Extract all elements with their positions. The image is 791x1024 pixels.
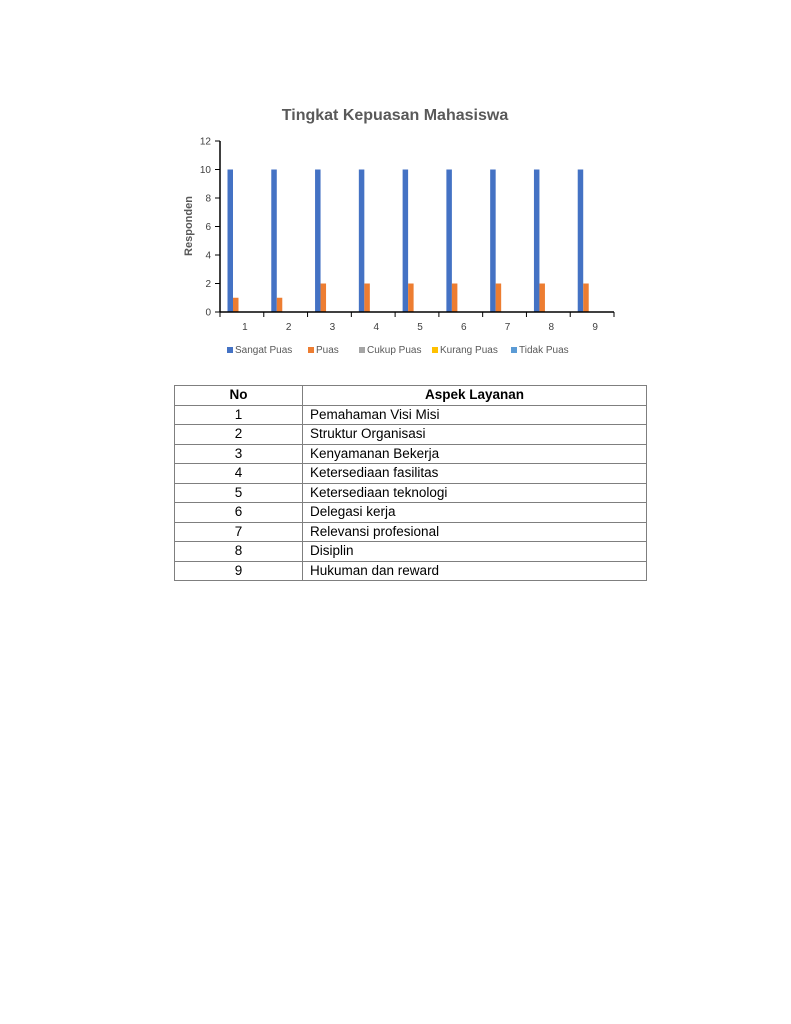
x-axis-ticks bbox=[220, 312, 614, 333]
row-aspek: Kenyamanan Bekerja bbox=[303, 444, 647, 464]
table-row bbox=[175, 522, 647, 542]
y-tick-label: 12 bbox=[199, 136, 211, 148]
legend-label: Sangat Puas bbox=[235, 345, 293, 356]
row-aspek: Ketersediaan fasilitas bbox=[303, 464, 647, 484]
x-tick-label: 8 bbox=[548, 322, 555, 333]
table-row bbox=[175, 503, 647, 523]
table-row bbox=[175, 405, 647, 425]
row-no: 5 bbox=[175, 483, 303, 503]
bar-sangat-puas bbox=[359, 170, 365, 313]
y-tick-label: 8 bbox=[205, 193, 211, 205]
x-tick-label: 9 bbox=[592, 322, 598, 333]
x-tick-label: 1 bbox=[242, 322, 248, 333]
legend-swatch bbox=[359, 347, 365, 353]
table-row bbox=[175, 561, 647, 581]
bar-sangat-puas bbox=[403, 170, 409, 313]
x-tick-label: 6 bbox=[460, 322, 467, 333]
bar-puas bbox=[583, 284, 589, 313]
x-tick-label: 4 bbox=[373, 322, 380, 333]
satisfaction-bar-chart bbox=[170, 95, 630, 370]
legend-label: Cukup Puas bbox=[367, 345, 422, 356]
header-aspek-layanan: Aspek Layanan bbox=[303, 386, 647, 406]
bar-puas bbox=[408, 284, 414, 313]
y-tick-label: 6 bbox=[205, 222, 211, 233]
table-row bbox=[175, 483, 647, 503]
row-no: 9 bbox=[175, 561, 303, 581]
y-tick-label: 2 bbox=[205, 279, 211, 290]
bar-sangat-puas bbox=[271, 170, 277, 313]
legend-label: Tidak Puas bbox=[519, 345, 569, 356]
row-no: 8 bbox=[175, 542, 303, 562]
table-row bbox=[175, 464, 647, 484]
aspek-layanan-table bbox=[174, 385, 647, 581]
bar-puas bbox=[496, 284, 502, 313]
table-row bbox=[175, 542, 647, 562]
row-no: 4 bbox=[175, 464, 303, 484]
y-tick-label: 0 bbox=[205, 307, 211, 319]
chart-legend bbox=[227, 345, 569, 356]
bar-puas bbox=[364, 284, 370, 313]
row-aspek: Disiplin bbox=[303, 542, 647, 562]
y-tick-label: 10 bbox=[199, 165, 211, 176]
legend-label: Kurang Puas bbox=[440, 345, 498, 356]
x-tick-label: 3 bbox=[329, 322, 336, 333]
bar-sangat-puas bbox=[446, 170, 452, 313]
bar-series bbox=[228, 170, 589, 313]
row-aspek: Pemahaman Visi Misi bbox=[303, 405, 647, 425]
header-no: No bbox=[175, 386, 303, 406]
bar-puas bbox=[321, 284, 327, 313]
bar-sangat-puas bbox=[228, 170, 234, 313]
legend-swatch bbox=[227, 347, 233, 353]
bar-sangat-puas bbox=[315, 170, 321, 313]
y-axis-ticks bbox=[200, 137, 220, 319]
row-no: 6 bbox=[175, 503, 303, 523]
legend-swatch bbox=[308, 347, 314, 353]
legend-label: Puas bbox=[316, 345, 339, 356]
y-tick-label: 4 bbox=[205, 250, 211, 262]
x-tick-label: 5 bbox=[417, 322, 423, 333]
row-aspek: Ketersediaan teknologi bbox=[303, 483, 647, 503]
row-aspek: Hukuman dan reward bbox=[303, 561, 647, 581]
x-tick-label: 7 bbox=[504, 322, 511, 333]
bar-puas bbox=[233, 298, 239, 312]
row-no: 3 bbox=[175, 444, 303, 464]
table-row bbox=[175, 444, 647, 464]
row-no: 1 bbox=[175, 405, 303, 425]
legend-swatch bbox=[511, 347, 517, 353]
table-header-row bbox=[175, 386, 647, 406]
row-aspek: Struktur Organisasi bbox=[303, 425, 647, 445]
x-tick-label: 2 bbox=[285, 322, 292, 333]
legend-swatch bbox=[432, 347, 438, 353]
row-no: 7 bbox=[175, 522, 303, 542]
row-aspek: Relevansi profesional bbox=[303, 522, 647, 542]
bar-puas bbox=[277, 298, 283, 312]
row-aspek: Delegasi kerja bbox=[303, 503, 647, 523]
chart-axes bbox=[220, 141, 614, 312]
chart-title: Tingkat Kepuasan Mahasiswa bbox=[281, 107, 509, 124]
bar-sangat-puas bbox=[534, 170, 540, 313]
bar-sangat-puas bbox=[578, 170, 584, 313]
bar-puas bbox=[452, 284, 458, 313]
row-no: 2 bbox=[175, 425, 303, 445]
bar-sangat-puas bbox=[490, 170, 496, 313]
table-row bbox=[175, 425, 647, 445]
y-axis-label: Responden bbox=[183, 196, 195, 256]
bar-puas bbox=[539, 284, 545, 313]
